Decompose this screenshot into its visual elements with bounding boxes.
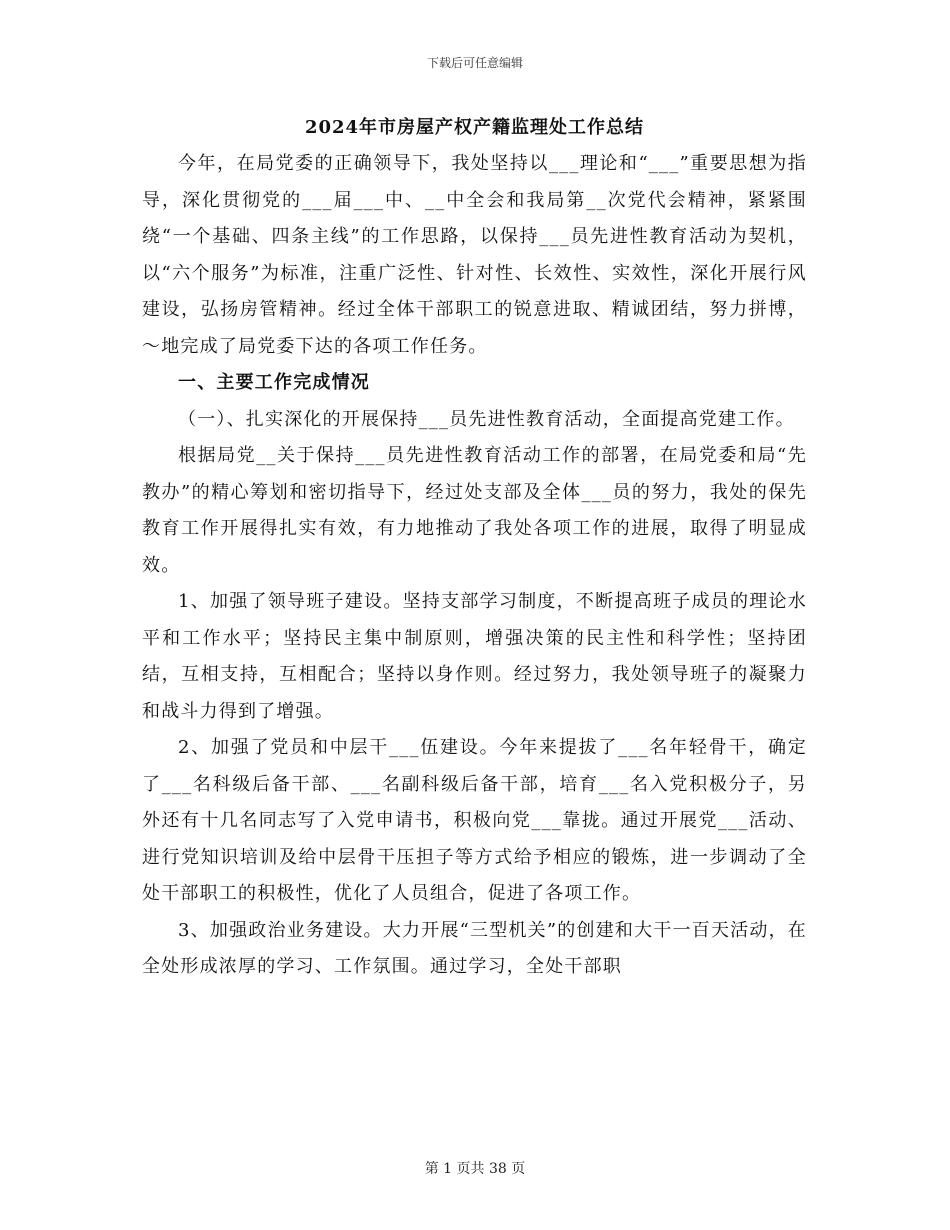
paragraph-cadre-building: 2、加强了党员和中层干___伍建设。今年来提拔了___名年轻骨干，确定了___名科级后备干部、___名副科级后备干部，培育___名入党积极分子，另外还有十几名同志写了入党申请书，积极向党___靠拢。通过开展党___活动、进行党知识培训及给中层骨干压担子等方式给予相应的锻炼，进一步调动了全处干部职工的积极性，优化了人员组合，促进了各项工作。 — [142, 737, 807, 904]
page-footer: 第 1 页共 38 页 — [424, 1161, 526, 1177]
paragraph-leadership-team: 1、加强了领导班子建设。坚持支部学习制度，不断提高班子成员的理论水平和工作水平；坚持民主集中制原则，增强决策的民主性和科学性；坚持团结，互相支持，互相配合；坚持以身作则。经过努力，我处领导班子的凝聚力和战斗力得到了增强。 — [142, 591, 807, 722]
document-body — [142, 113, 807, 986]
document-title: 2024年市房屋产权产籍监理处工作总结 — [304, 117, 645, 138]
paragraph-political-business: 3、加强政治业务建设。大力开展“三型机关”的创建和大干一百天活动，在全处形成浓厚的学习、工作氛围。通过学习，全处干部职 — [142, 919, 807, 977]
subsection-heading-party-building: （一）、扎实深化的开展保持___员先进性教育活动，全面提高党建工作。 — [178, 408, 795, 430]
intro-paragraph: 今年，在局党委的正确领导下，我处坚持以___理论和“___”重要思想为指导，深化贯彻党的___届___中、__中全会和我局第__次党代会精神，紧紧围绕“一个基础、四条主线”的工作思路，以保持___员先进性教育活动为契机，以“六个服务”为标准，注重广泛性、针对性、长效性、实效性，深化开展行风建设，弘扬房管精神。经过全体干部职工的锐意进取、精诚团结，努力拼博，～地完成了局党委下达的各项工作任务。 — [142, 153, 807, 357]
section-heading-main-work: 一、主要工作完成情况 — [178, 372, 370, 393]
paragraph-party-education: 根据局党__关于保持___员先进性教育活动工作的部署，在局党委和局“先教办”的精心筹划和密切指导下，经过处支部及全体___员的努力，我处的保先教育工作开展得扎实有效，有力地推动了我处各项工作的进展，取得了明显成效。 — [142, 445, 807, 576]
page-header: 下载后可任意编辑 — [426, 56, 523, 70]
